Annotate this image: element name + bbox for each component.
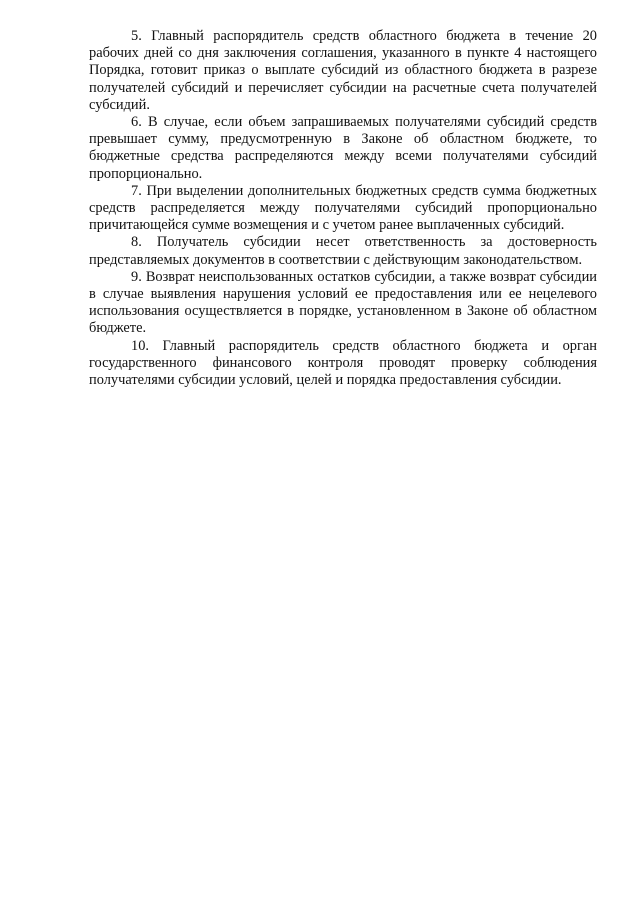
paragraph-7: 7. При выделении дополнительных бюджетных средств сумма бюджетных средств распределяется между получателями субсидий пропорционально причитающейся сумме возмещения и с учетом ранее выплаченных субсидий. [89,182,597,234]
paragraph-9: 9. Возврат неиспользованных остатков субсидии, а также возврат субсидии в случае выявления нарушения условий ее предоставления или ее нецелевого использования осуществляется в порядке, установленном в Законе об областном бюджете. [89,268,597,337]
paragraph-10: 10. Главный распорядитель средств областного бюджета и орган государственного финансового контроля проводят проверку соблюдения получателями субсидии условий, целей и порядка предоставления субсидии. [89,337,597,389]
document-body [89,28,597,389]
paragraph-8: 8. Получатель субсидии несет ответственность за достоверность представляемых документов в соответствии с действующим законодательством. [89,234,597,268]
paragraph-5: 5. Главный распорядитель средств областного бюджета в течение 20 рабочих дней со дня заключения соглашения, указанного в пункте 4 настоящего Порядка, готовит приказ о выплате субсидий из областного бюджета в разрезе получателей субсидий и перечисляет субсидии на расчетные счета получателей субсидий. [89,28,597,113]
paragraph-6: 6. В случае, если объем запрашиваемых получателями субсидий средств превышает сумму, предусмотренную в Законе об областном бюджете, то бюджетные средства распределяются между всеми получателями субсидий пропорционально. [89,114,597,182]
